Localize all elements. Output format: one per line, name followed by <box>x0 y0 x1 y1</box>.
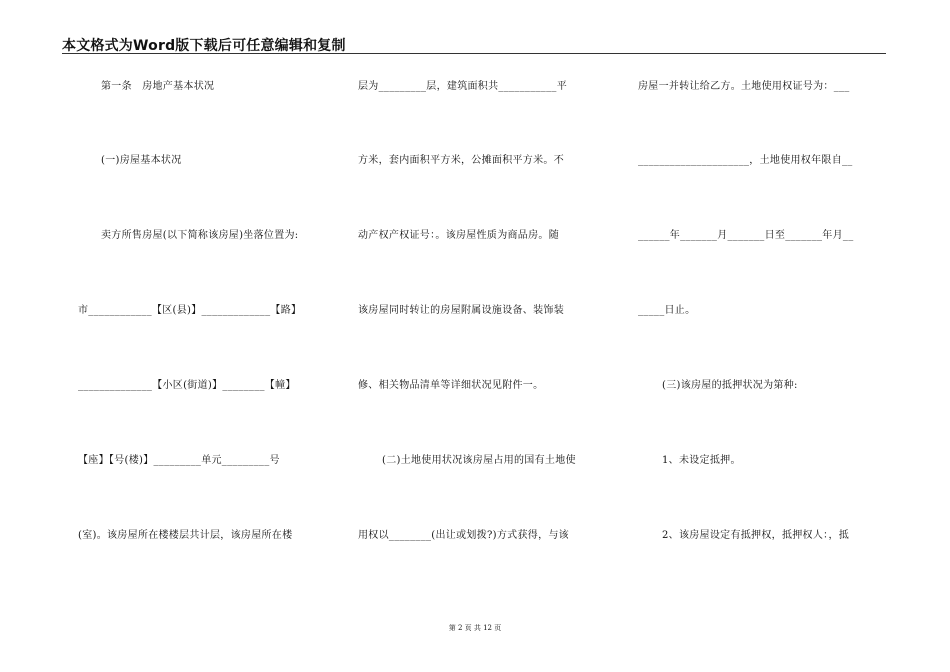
text-line: 2、该房屋设定有抵押权，抵押权人：，抵 <box>662 530 850 541</box>
text-line: (二)土地使用状况该房屋占用的国有土地使 <box>382 455 576 466</box>
text-line: 第一条 房地产基本状况 <box>101 81 215 92</box>
text-line: 方米，套内面积平方米，公摊面积平方米。不 <box>358 155 564 166</box>
text-line: (一)房屋基本状况 <box>101 155 182 166</box>
text-line: 1、未设定抵押。 <box>662 455 741 466</box>
text-line: 用权以________(出让或划拨?)方式获得，与该 <box>358 530 569 541</box>
text-line: 市____________【区(县)】_____________【路】 <box>78 305 302 316</box>
header-divider <box>62 53 886 54</box>
text-line: 【座】【号(楼)】_________单元_________号 <box>78 455 280 466</box>
text-line: _____________________，土地使用权年限自__ <box>638 155 853 166</box>
text-line: 卖方所售房屋(以下简称该房屋)坐落位置为: <box>101 230 299 241</box>
text-line: 房屋一并转让给乙方。土地使用权证号为：___ <box>638 81 850 92</box>
page-footer: 第 2 页 共 12 页 <box>448 624 502 632</box>
text-line: (室)。该房屋所在楼楼层共计层，该房屋所在楼 <box>78 530 293 541</box>
text-line: (三)该房屋的抵押状况为第种: <box>662 380 798 391</box>
text-line: 该房屋同时转让的房屋附属设施设备、装饰装 <box>358 305 564 316</box>
text-line: ______________【小区(街道)】________【幢】 <box>78 380 296 391</box>
text-line: _____日止。 <box>638 305 696 316</box>
text-line: 动产权产权证号：。该房屋性质为商品房。随 <box>358 230 559 241</box>
text-line: ______年_______月_______日至_______年月__ <box>638 230 854 241</box>
text-line: 修、相关物品清单等详细状况见附件一。 <box>358 380 544 391</box>
page-header-title: 本文格式为Word版下载后可任意编辑和复制 <box>62 38 346 54</box>
text-line: 层为_________层，建筑面积共___________平 <box>358 81 567 92</box>
